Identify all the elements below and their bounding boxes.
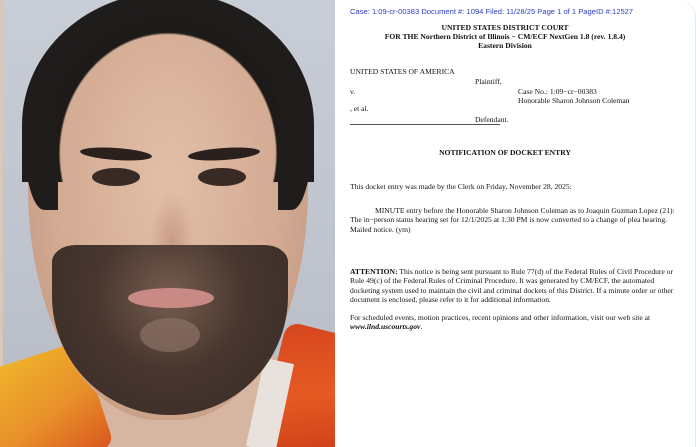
hair-shape: [22, 0, 314, 182]
case-number: Case No.: 1:09−cr−00383: [518, 87, 597, 96]
attention-body: This notice is being sent pursuant to Rule 77(d) of the Federal Rules of Civil Procedure or Rule 49(c) of the Federal Rules of Criminal Procedure. It was generated by CM/ECF, the automated docketing system used to maintain the civil and criminal dockets of this District. If a minute order or other document is enclosed, please refer to it for additional information.: [350, 267, 674, 304]
caption-divider: [350, 124, 500, 125]
court-district: FOR THE Northern District of Illinois − CM/ECF NextGen 1.8 (rev. 1.8.4): [384, 31, 626, 41]
docket-header-line: Case: 1:09-cr-00383 Document #: 1094 Filed: 11/28/25 Page 1 of 1 PageID #:12527: [350, 7, 634, 16]
info-paragraph: [350, 313, 676, 332]
portrait-photo: [0, 0, 335, 447]
court-document: [335, 0, 696, 447]
entry-intro: This docket entry was made by the Clerk on Friday, November 28, 2025:: [350, 182, 572, 191]
court-name: UNITED STATES DISTRICT COURT: [441, 23, 569, 32]
eye-right: [198, 168, 246, 186]
judge-name: Honorable Sharon Johnson Coleman: [518, 96, 630, 106]
plaintiff-label: Plaintiff,: [475, 77, 502, 86]
info-end: .: [420, 322, 423, 332]
plaintiff-name: UNITED STATES OF AMERICA: [350, 67, 455, 76]
court-heading: [335, 24, 675, 51]
info-text: For scheduled events, motion practices, recent opinions and other information, visit our web site at: [350, 313, 651, 322]
chin-shape: [140, 318, 200, 352]
mouth-shape: [128, 288, 214, 308]
court-division: Eastern Division: [478, 40, 532, 50]
eye-left: [92, 168, 140, 186]
minute-entry: MINUTE entry before the Honorable Sharon Johnson Coleman as to Joaquin Guzman Lopez (21): The in−person status hearing set for 12/1/2025 at 1:30 PM is now converted to a change of plea hearing. Mailed notice. (ym): [350, 206, 675, 234]
defendant-name: , et al.: [350, 104, 369, 113]
versus-label: v.: [350, 87, 356, 96]
attention-paragraph: [350, 267, 676, 304]
attention-label: ATTENTION:: [350, 267, 398, 276]
defendant-label: Defendant.: [475, 115, 509, 124]
notice-title: NOTIFICATION OF DOCKET ENTRY: [439, 148, 571, 157]
case-info: [518, 87, 630, 106]
court-website-link[interactable]: www.ilnd.uscourts.gov: [350, 322, 421, 332]
